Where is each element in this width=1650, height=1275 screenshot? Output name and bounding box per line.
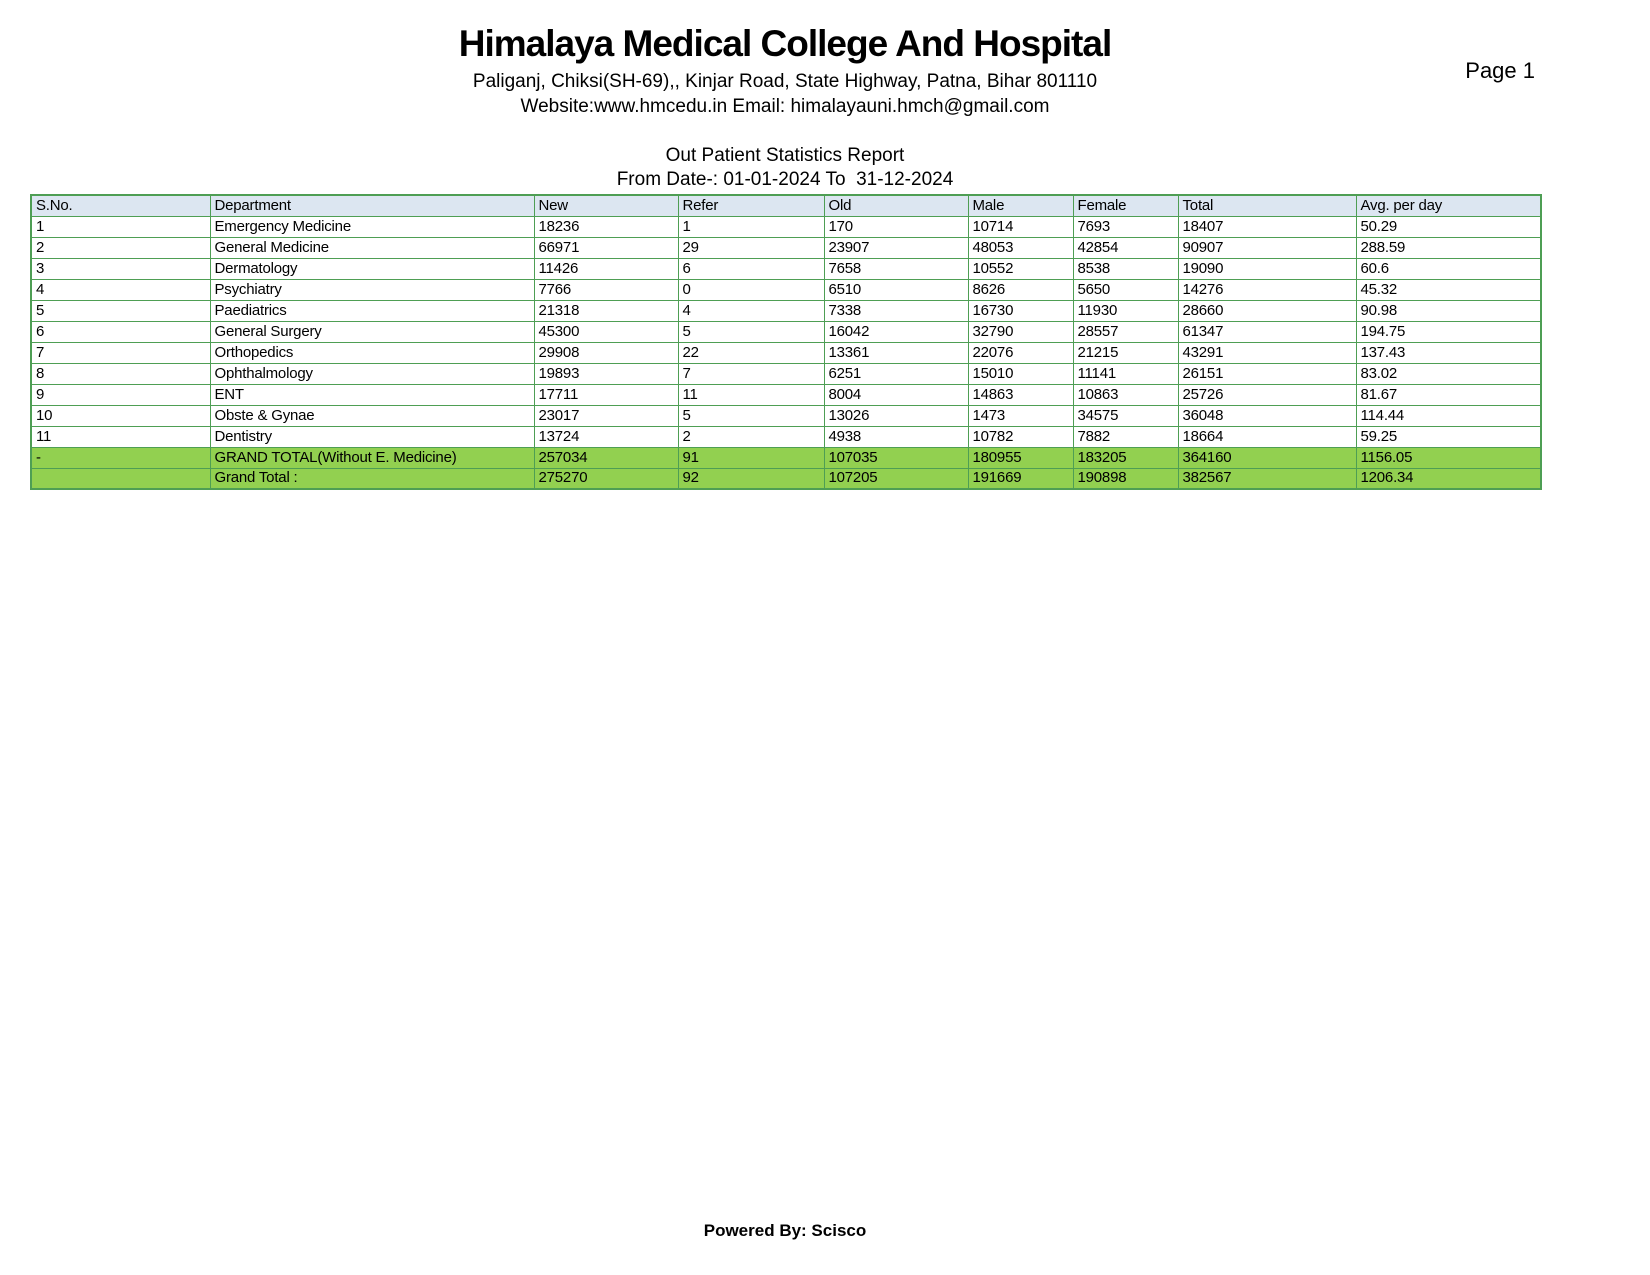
table-cell: 288.59 [1356,237,1541,258]
table-cell: Psychiatry [210,279,534,300]
table-cell: Emergency Medicine [210,216,534,237]
column-header: Total [1178,195,1356,216]
table-cell: 0 [678,279,824,300]
table-cell: 107205 [824,468,968,489]
column-header: Department [210,195,534,216]
table-cell: 92 [678,468,824,489]
table-row [31,426,1541,447]
table-cell: 114.44 [1356,405,1541,426]
column-header: New [534,195,678,216]
grand-total-without-em-row [31,447,1541,468]
table-row [31,279,1541,300]
table-cell: 194.75 [1356,321,1541,342]
table-cell: 11426 [534,258,678,279]
table-cell: 7 [678,363,824,384]
table-cell: 19090 [1178,258,1356,279]
table-cell: 7693 [1073,216,1178,237]
table-row [31,384,1541,405]
table-cell: 13724 [534,426,678,447]
table-cell: 10 [31,405,210,426]
hospital-contact: Website:www.hmcedu.in Email: himalayauni.hmch@gmail.com [520,96,1050,117]
table-cell: 28557 [1073,321,1178,342]
table-cell: 36048 [1178,405,1356,426]
table-cell: 11 [31,426,210,447]
table-cell: 13361 [824,342,968,363]
table-cell: 22 [678,342,824,363]
table-cell: 81.67 [1356,384,1541,405]
table-cell: 10863 [1073,384,1178,405]
table-cell: 83.02 [1356,363,1541,384]
table-cell: 23017 [534,405,678,426]
table-cell: 15010 [968,363,1073,384]
table-cell: 2 [31,237,210,258]
table-cell: 5 [678,405,824,426]
table-cell: 13026 [824,405,968,426]
table-cell: 4 [31,279,210,300]
table-header [31,195,1541,216]
table-cell: 7 [31,342,210,363]
table-row [31,405,1541,426]
table-cell: 7338 [824,300,968,321]
table-cell: 8 [31,363,210,384]
table-cell: General Medicine [210,237,534,258]
table-cell: Dermatology [210,258,534,279]
table-cell: 11141 [1073,363,1178,384]
table-cell: Grand Total : [210,468,534,489]
table-row [31,258,1541,279]
table-cell: 1 [678,216,824,237]
table-cell: 1156.05 [1356,447,1541,468]
column-header: Male [968,195,1073,216]
table-cell [31,468,210,489]
table-cell: 90907 [1178,237,1356,258]
table-cell: 6 [678,258,824,279]
table-header-row [31,195,1541,216]
table-cell: 16730 [968,300,1073,321]
table-cell: 50.29 [1356,216,1541,237]
table-cell: 91 [678,447,824,468]
table-cell: 6251 [824,363,968,384]
table-cell: 364160 [1178,447,1356,468]
table-cell: 257034 [534,447,678,468]
table-cell: 6 [31,321,210,342]
table-row [31,321,1541,342]
table-cell: 18236 [534,216,678,237]
table-cell: 5 [678,321,824,342]
table-cell: General Surgery [210,321,534,342]
table-cell: 180955 [968,447,1073,468]
column-header: Avg. per day [1356,195,1541,216]
table-cell: 1 [31,216,210,237]
table-cell: 18407 [1178,216,1356,237]
table-cell: 3 [31,258,210,279]
table-cell: 11930 [1073,300,1178,321]
table-cell: 190898 [1073,468,1178,489]
table-cell: 5 [31,300,210,321]
table-cell: 2 [678,426,824,447]
table-cell: 1473 [968,405,1073,426]
table-cell: GRAND TOTAL(Without E. Medicine) [210,447,534,468]
table-cell: 21215 [1073,342,1178,363]
table-row [31,237,1541,258]
table-cell: 11 [678,384,824,405]
table-cell: 7658 [824,258,968,279]
table-cell: 60.6 [1356,258,1541,279]
table-cell: 66971 [534,237,678,258]
table-cell: 90.98 [1356,300,1541,321]
table-cell: 7882 [1073,426,1178,447]
table-cell: 8004 [824,384,968,405]
table-cell: 59.25 [1356,426,1541,447]
table-cell: Orthopedics [210,342,534,363]
page-number: Page 1 [1465,58,1535,83]
table-cell: 17711 [534,384,678,405]
table-cell: 14276 [1178,279,1356,300]
table-cell: 275270 [534,468,678,489]
outpatient-statistics-table [30,194,1542,490]
table-cell: ENT [210,384,534,405]
table-cell: 14863 [968,384,1073,405]
table-row [31,300,1541,321]
table-cell: 9 [31,384,210,405]
table-cell: 34575 [1073,405,1178,426]
table-cell: 6510 [824,279,968,300]
column-header: Female [1073,195,1178,216]
report-page [30,0,1540,1240]
table-cell: Obste & Gynae [210,405,534,426]
table-cell: 21318 [534,300,678,321]
table-cell: 10782 [968,426,1073,447]
table-cell: 382567 [1178,468,1356,489]
table-cell: 191669 [968,468,1073,489]
table-cell: 170 [824,216,968,237]
table-cell: 7766 [534,279,678,300]
table-body [31,216,1541,489]
table-cell: 45300 [534,321,678,342]
table-cell: 137.43 [1356,342,1541,363]
table-cell: 8538 [1073,258,1178,279]
table-cell: 28660 [1178,300,1356,321]
table-cell: 183205 [1073,447,1178,468]
table-cell: 29908 [534,342,678,363]
column-header: S.No. [31,195,210,216]
table-cell: Ophthalmology [210,363,534,384]
table-cell: - [31,447,210,468]
table-cell: 32790 [968,321,1073,342]
table-cell: 107035 [824,447,968,468]
table-cell: 29 [678,237,824,258]
table-cell: Dentistry [210,426,534,447]
table-cell: Paediatrics [210,300,534,321]
column-header: Refer [678,195,824,216]
table-cell: 8626 [968,279,1073,300]
table-cell: 22076 [968,342,1073,363]
grand-total-row [31,468,1541,489]
table-cell: 18664 [1178,426,1356,447]
table-cell: 10552 [968,258,1073,279]
hospital-address: Paliganj, Chiksi(SH-69),, Kinjar Road, State Highway, Patna, Bihar 801110 [472,71,1098,92]
table-cell: 16042 [824,321,968,342]
table-cell: 43291 [1178,342,1356,363]
table-row [31,216,1541,237]
column-header: Old [824,195,968,216]
table-cell: 25726 [1178,384,1356,405]
powered-by-footer: Powered By: Scisco [703,1221,867,1240]
table-cell: 19893 [534,363,678,384]
table-cell: 10714 [968,216,1073,237]
table-cell: 45.32 [1356,279,1541,300]
table-row [31,342,1541,363]
table-cell: 4 [678,300,824,321]
table-cell: 48053 [968,237,1073,258]
table-cell: 4938 [824,426,968,447]
table-cell: 1206.34 [1356,468,1541,489]
report-title: Out Patient Statistics Report [665,145,905,166]
hospital-title: Himalaya Medical College And Hospital [458,23,1112,64]
table-cell: 26151 [1178,363,1356,384]
report-date-range: From Date-: 01-01-2024 To 31-12-2024 [616,169,954,190]
table-cell: 42854 [1073,237,1178,258]
table-cell: 5650 [1073,279,1178,300]
table-cell: 61347 [1178,321,1356,342]
table-row [31,363,1541,384]
table-cell: 23907 [824,237,968,258]
